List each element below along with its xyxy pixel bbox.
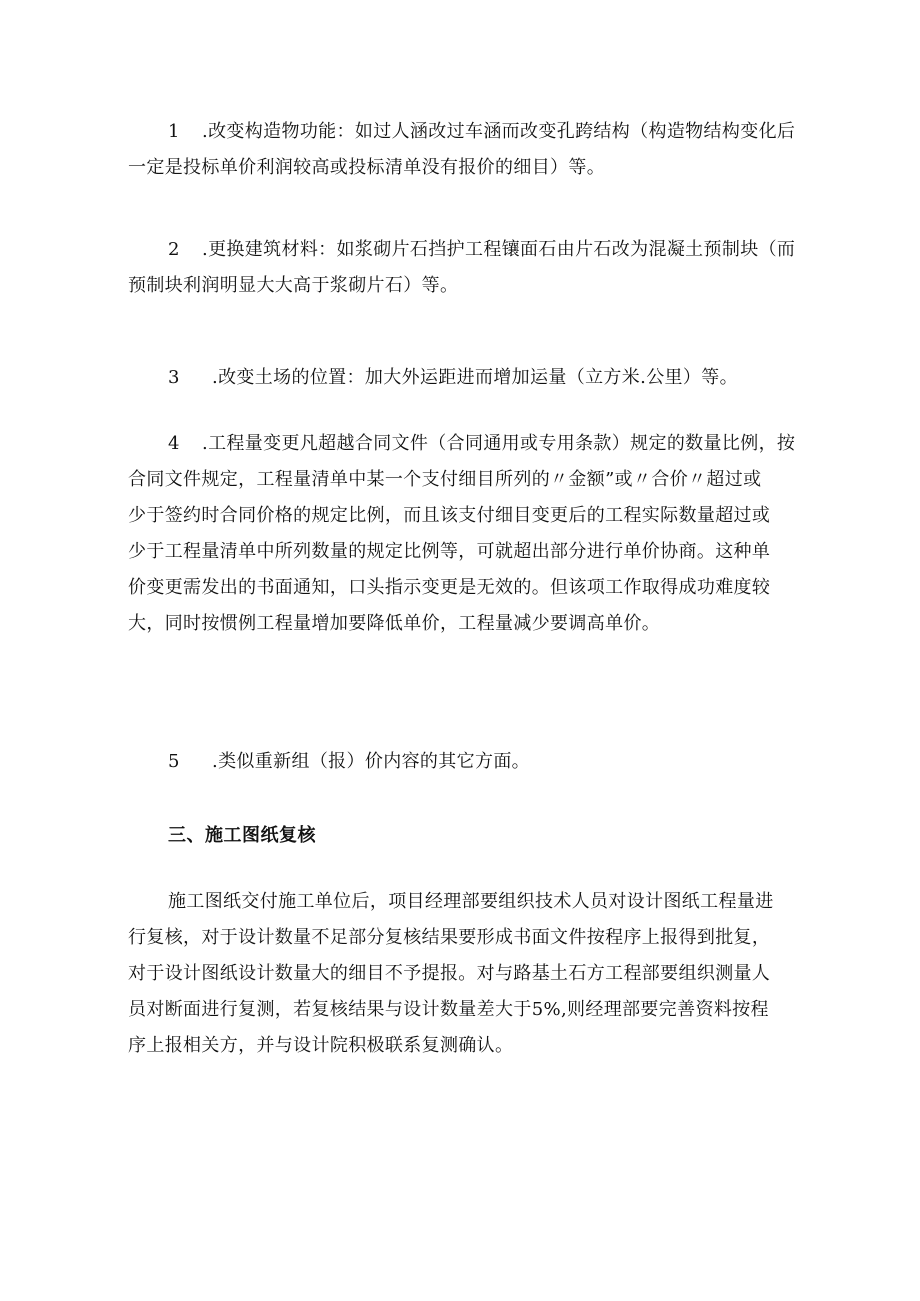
section-body-line-3: 对于设计图纸设计数量大的细目不予提报。对与路基土石方工程部要组织测量人 [128,963,771,984]
list-item-5-line-1 [128,744,792,780]
list-item-4-line-1 [128,426,796,462]
item-number: 3 [168,367,180,388]
item-number: 2 [168,239,180,260]
list-item-4-line-3: 少于签约时合同价格的规定比例，而且该支付细目变更后的工程实际数量超过或 [128,505,771,526]
list-item-1-line-2: 一定是投标单价利润较高或投标清单没有报价的细目）等。 [128,157,606,178]
item-number: 1 [168,121,180,142]
item-text: .改变构造物功能：如过人涵改过车涵而改变孔跨结构（构造物结构变化后 [202,121,796,142]
item-text: .更换建筑材料：如浆砌片石挡护工程镶面石由片石改为混凝土预制块（而 [202,239,796,260]
section-body-line-4: 员对断面进行复测，若复核结果与设计数量差大于5%,则经理部要完善资料按程 [128,999,769,1020]
list-item-1 [128,114,796,186]
list-item-4 [128,426,796,642]
section-body-line-2: 行复核，对于设计数量不足部分复核结果要形成书面文件按程序上报得到批复， [128,927,771,948]
section-body-line-1: 施工图纸交付施工单位后，项目经理部要组织技术人员对设计图纸工程量进 [168,891,774,912]
list-item-5 [128,744,792,780]
list-item-2-line-2: 预制块利润明显大大高于浆砌片石）等。 [128,275,459,296]
item-number: 5 [168,751,180,772]
list-item-4-line-2: 合同文件规定，工程量清单中某一个支付细目所列的〃金额”或〃合价〃超过或 [128,469,762,490]
item-text: .工程量变更凡超越合同文件（合同通用或专用条款）规定的数量比例，按 [202,433,796,454]
list-item-3 [128,360,792,396]
list-item-2-line-1 [128,232,796,268]
item-number: 4 [168,433,180,454]
list-item-4-line-6: 大，同时按惯例工程量增加要降低单价，工程量减少要调高单价。 [128,613,661,634]
list-item-1-line-1 [128,114,796,150]
section-body [128,884,792,1064]
list-item-4-line-5: 价变更需发出的书面通知，口头指示变更是无效的。但该项工作取得成功难度较 [128,577,771,598]
list-item-3-line-1 [128,360,792,396]
item-text: .改变土场的位置：加大外运距进而增加运量（立方米.公里）等。 [212,367,738,388]
list-item-2 [128,232,796,304]
item-text: .类似重新组（报）价内容的其它方面。 [212,751,531,772]
section-body-line-5: 序上报相关方，并与设计院积极联系复测确认。 [128,1035,514,1056]
section-heading: 三、施工图纸复核 [168,825,316,846]
list-item-4-line-4: 少于工程量清单中所列数量的规定比例等，可就超出部分进行单价协商。这种单 [128,541,771,562]
